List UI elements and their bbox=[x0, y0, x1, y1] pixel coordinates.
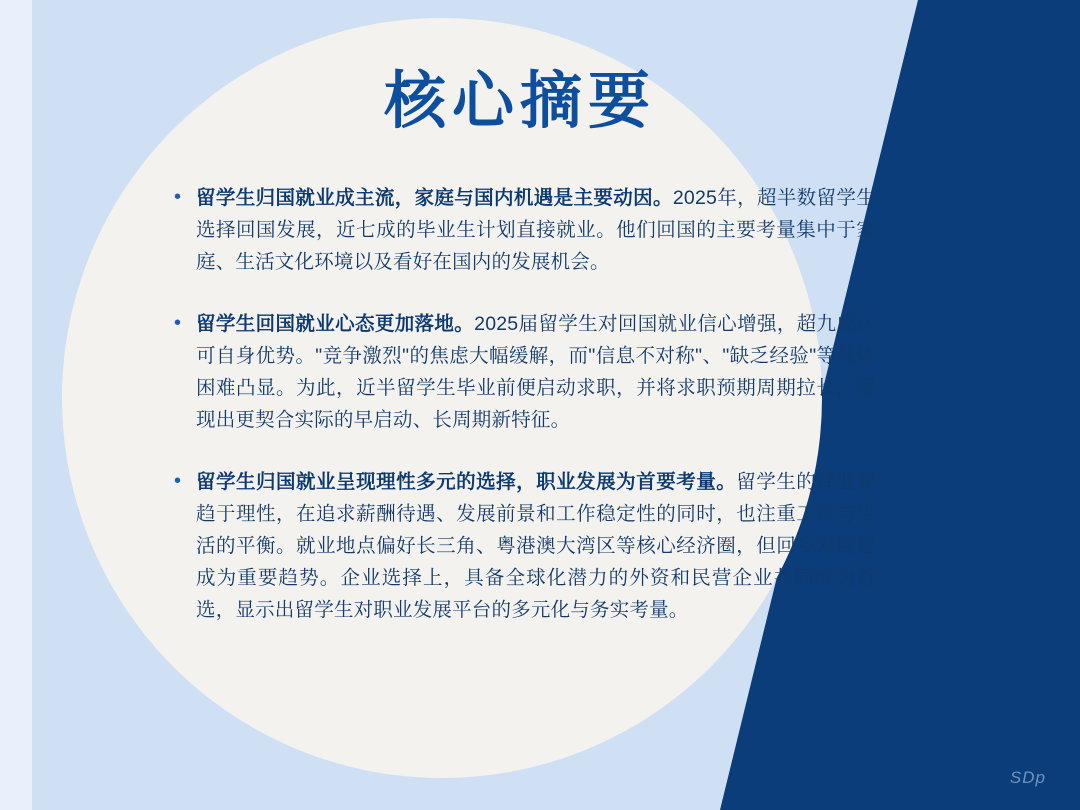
bullet-text bbox=[196, 308, 876, 436]
page-title: 核心摘要 bbox=[383, 67, 656, 136]
bullet-body: 2025年，超半数留学生选择回国发展，近七成的毕业生计划直接就业。他们回国的主要考量集中于家庭、生活文化环境以及看好在国内的发展机会。 bbox=[196, 187, 876, 274]
bullet-text bbox=[196, 182, 876, 278]
slide-content bbox=[120, 40, 920, 770]
bullet-marker-icon: • bbox=[174, 312, 182, 335]
watermark: SDp bbox=[1009, 768, 1046, 787]
bullet-list bbox=[120, 182, 920, 626]
bullet-lead: 留学生归国就业成主流，家庭与国内机遇是主要动因。 bbox=[196, 187, 673, 210]
bullet-body: 留学生的择业观趋于理性，在追求薪酬待遇、发展前景和工作稳定性的同时，也注重工作与生活的平衡。就业地点偏好长三角、粤港澳大湾区等核心经济圈，但回乡发展也成为重要趋势。企业选择上，具备全球化潜力的外资和民营企业共同成为首选，显示出留学生对职业发展平台的多元化与务实考量。 bbox=[196, 471, 877, 622]
bullet-lead: 留学生回国就业心态更加落地。 bbox=[196, 313, 475, 336]
bullet-marker-icon: • bbox=[174, 186, 182, 209]
list-item bbox=[174, 182, 876, 278]
bullet-body: 2025届留学生对回国就业信心增强，超九成认可自身优势。"竞争激烈"的焦虑大幅缓解，而"信息不对称"、"缺乏经验"等具体困难凸显。为此，近半留学生毕业前便启动求职，并将求职预期周期拉长，展现出更契合实际的早启动、长周期新特征。 bbox=[196, 313, 876, 432]
list-item bbox=[174, 466, 876, 626]
bullet-marker-icon: • bbox=[174, 470, 182, 493]
list-item bbox=[174, 308, 876, 436]
bullet-lead: 留学生归国就业呈现理性多元的选择，职业发展为首要考量。 bbox=[196, 471, 737, 494]
left-accent-band bbox=[0, 0, 32, 810]
bullet-text bbox=[196, 466, 876, 626]
